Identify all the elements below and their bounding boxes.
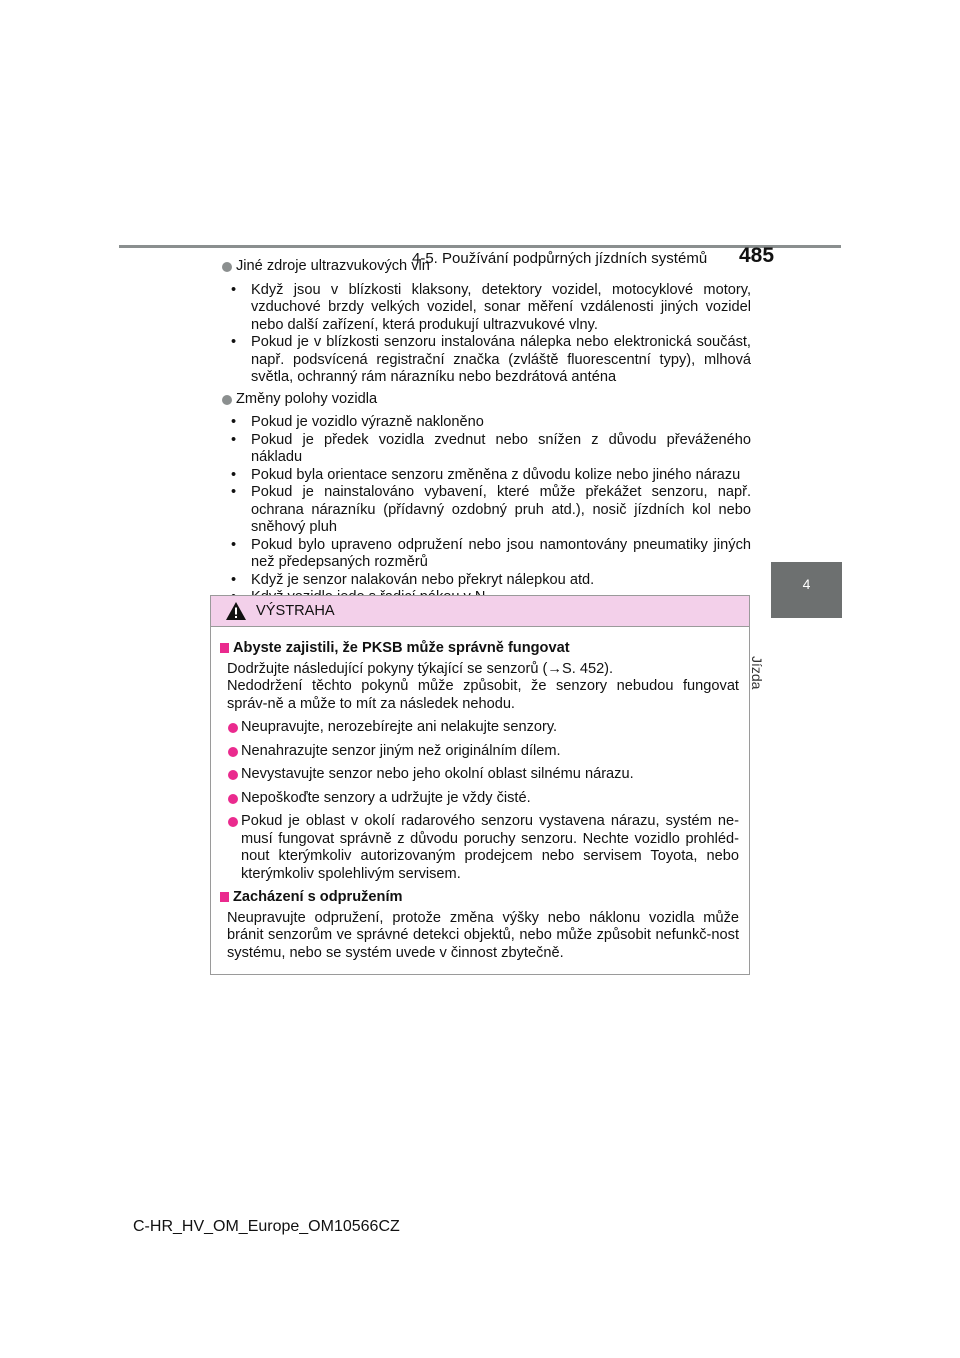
list-item: Nevystavujte senzor nebo jeho okolní oblast silnému nárazu. [227, 766, 739, 784]
warning-body [211, 627, 749, 962]
pink-dot-icon [228, 794, 238, 804]
list-item: • Pokud bylo upraveno odpružení nebo jsou namontovány pneumatiky jiných než předepsaných rozměrů [231, 536, 751, 570]
list-item: • Pokud je předek vozidla zvednut nebo snížen z důvodu převáženého nákladu [231, 431, 751, 465]
warning-title: VÝSTRAHA [256, 603, 335, 619]
chapter-tab[interactable] [771, 562, 842, 618]
warning-paragraph: Neupravujte odpružení, protože změna výšky nebo náklonu vozidla může bránit senzorům ve správné detekci objektů, nebo může způsobit nefunkč-nost systému, nebo se systém uvede v činnost zbytečně. [227, 909, 739, 961]
page-number: 485 [739, 244, 775, 267]
list-item: Nepoškoďte senzory a udržujte je vždy čisté. [227, 790, 739, 808]
list-item: • Když je senzor nalakován nebo překryt nálepkou atd. [231, 571, 595, 588]
section-title: Jiné zdroje ultrazvukových vln [221, 258, 751, 276]
bullet-list [221, 414, 751, 607]
pink-dot-icon [228, 747, 238, 757]
section-title: Změny polohy vozidla [221, 391, 751, 409]
list-item: • Pokud je nainstalováno vybavení, které může překážet senzoru, např. ochrana nárazníku (přídavný ozdobný pruh atd.), nosič jízdních kol nebo sněhový pluh [231, 484, 751, 535]
pink-dot-icon [228, 770, 238, 780]
list-item: Pokud je oblast v okolí radarového senzoru vystavena nárazu, systém ne-musí fungovat správně z důvodu poruchy senzoru. Nechte vozidlo prohléd-nout kterýmkoliv autorizovaným prodejcem nebo servisem Toyota, nebo kterýmkoliv spolehlivým servisem. [227, 813, 739, 883]
warning-paragraph: Dodržujte následující pokyny týkající se senzorů (→S. 452). [227, 660, 614, 677]
list-item: Neupravujte, nerozebírejte ani nelakujte senzory. [227, 719, 739, 737]
document-code: C-HR_HV_OM_Europe_OM10566CZ [133, 1218, 400, 1235]
list-item: • Pokud je vozidlo výrazně nakloněno [231, 414, 484, 430]
chapter-title: 4-5. Používání podpůrných jízdních systémů [412, 250, 708, 267]
pink-dot-icon [228, 723, 238, 733]
chapter-tab-label: Jízda [749, 656, 765, 690]
warning-subheading: Abyste zajistili, že PKSB může správně fungovat [219, 640, 739, 658]
warning-list [227, 719, 739, 883]
warning-subheading: Zacházení s odpružením [219, 889, 739, 907]
square-bullet-icon [220, 892, 229, 902]
pink-dot-icon [228, 817, 238, 827]
square-bullet-icon [220, 643, 229, 653]
list-item: Nenahrazujte senzor jiným než originálním dílem. [227, 743, 739, 761]
warning-header [211, 596, 749, 627]
warning-triangle-icon [225, 601, 247, 621]
bullet-list [221, 282, 751, 387]
header-rule [119, 245, 841, 248]
list-item: • Pokud byla orientace senzoru změněna z důvodu kolize nebo jiného nárazu [231, 466, 741, 483]
list-item: • Když jsou v blízkosti klaksony, detektory vozidel, motocyklové motory, vzduchové brzdy velkých vozidel, sonar měření vzdálenosti jiných vozidel nebo další zařízení, která produkují ultrazvukové vlny. [231, 281, 751, 333]
chapter-tab-number: 4 [802, 576, 811, 592]
main-content [221, 256, 751, 611]
warning-paragraph: Nedodržení těchto pokynů může způsobit, že senzory nebudou fungovat správ-ně a může to mít za následek nehodu. [227, 678, 739, 712]
bullet-dot-icon [222, 395, 232, 405]
warning-box [210, 595, 750, 975]
list-item: • Pokud je v blízkosti senzoru instalována nálepka nebo elektronická součást, např. podsvícená registrační značka (zvláště fluorescentní typy), mlhová světla, ochranný rám nárazníku nebo bezdrátová anténa [231, 334, 751, 385]
bullet-dot-icon [222, 262, 232, 272]
